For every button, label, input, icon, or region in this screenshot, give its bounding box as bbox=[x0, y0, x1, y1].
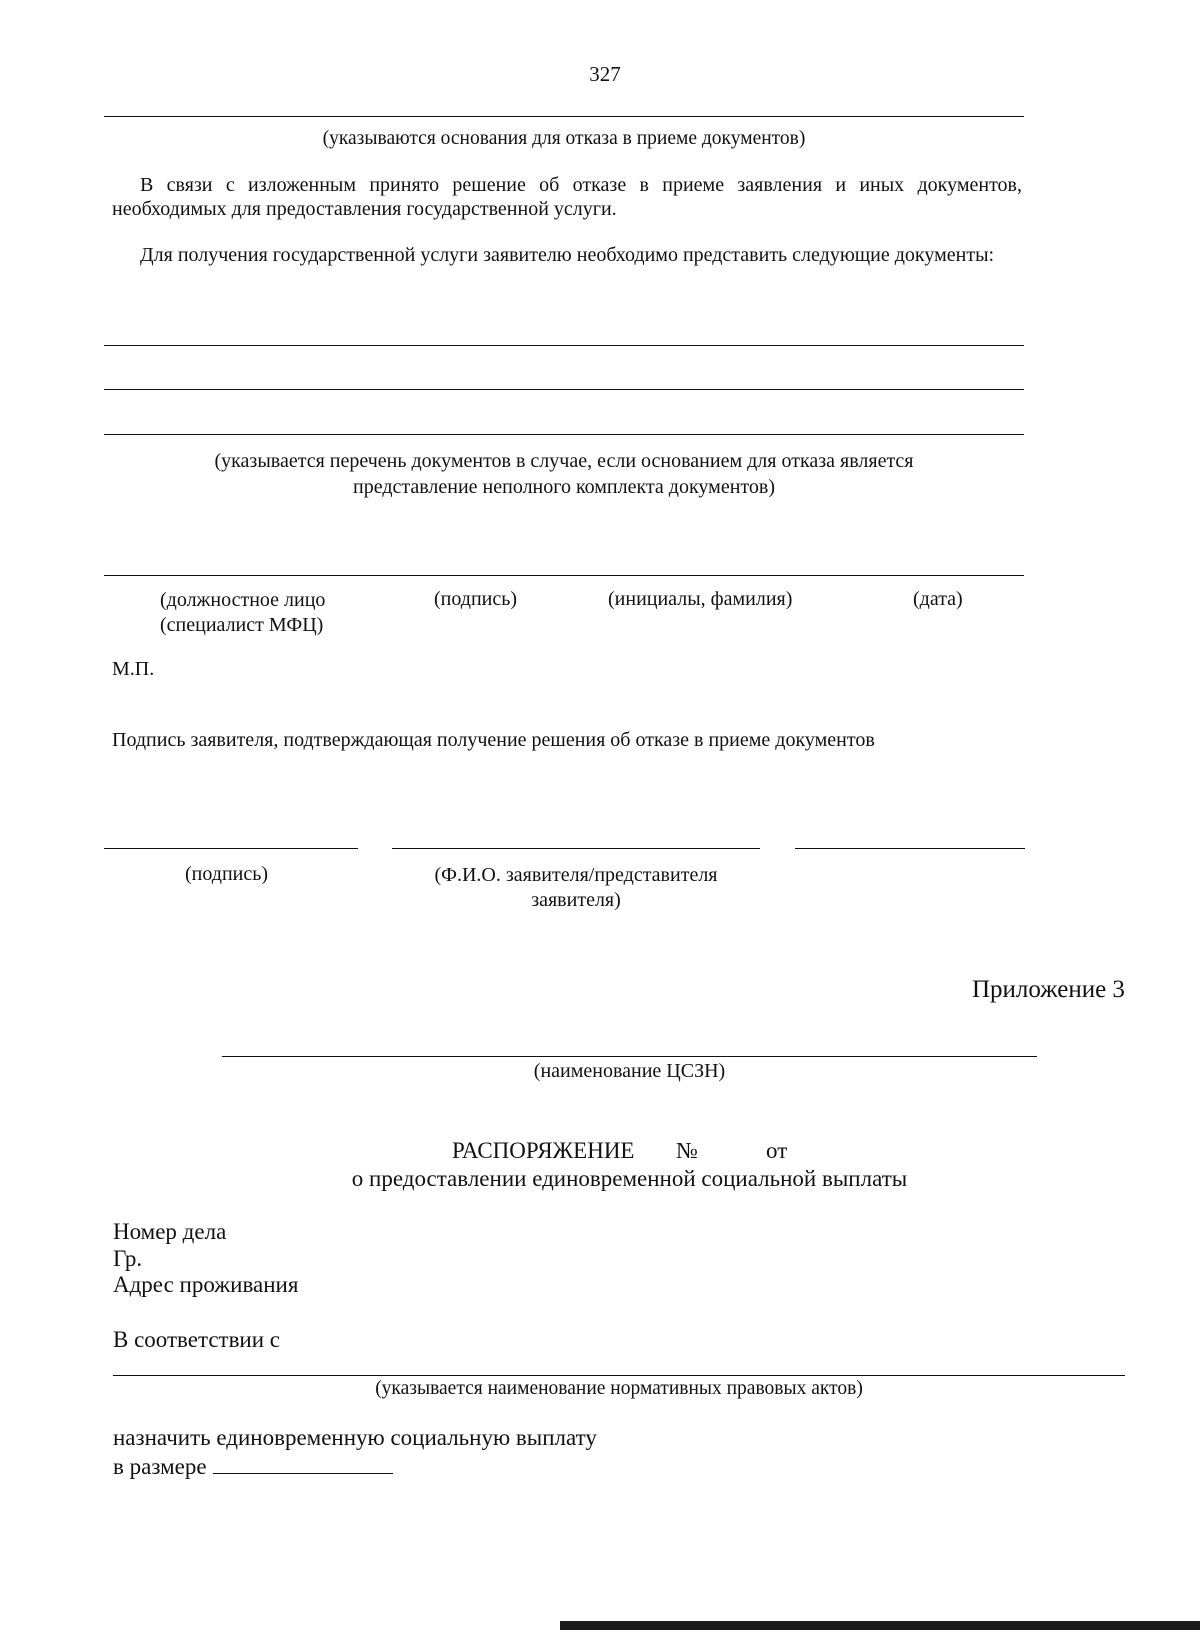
order-fields bbox=[113, 1219, 298, 1299]
legal-acts-caption: (указывается наименование нормативных правовых актов) bbox=[375, 1378, 863, 1399]
applicant-name-caption-line2: заявителя) bbox=[531, 889, 621, 911]
order-number-sign: № bbox=[676, 1138, 698, 1163]
official-caption bbox=[160, 588, 325, 638]
applicant-name-caption bbox=[392, 863, 760, 913]
doc-list-caption-line2: представление неполного комплекта документов) bbox=[353, 476, 775, 498]
scan-edge-bar bbox=[560, 1621, 1200, 1630]
date-caption: (дата) bbox=[913, 588, 963, 610]
official-caption-line2: (специалист МФЦ) bbox=[160, 614, 324, 636]
order-title: РАСПОРЯЖЕНИЕ bbox=[452, 1138, 635, 1163]
amount-row bbox=[113, 1453, 393, 1480]
appendix-title: Приложение 3 bbox=[972, 976, 1125, 1003]
order-from: от bbox=[766, 1138, 788, 1163]
field-citizen: Гр. bbox=[113, 1245, 143, 1271]
doc-list-line-2 bbox=[104, 389, 1024, 390]
stamp-label: М.П. bbox=[112, 658, 155, 680]
doc-list-line-1 bbox=[104, 345, 1024, 346]
amount-label: в размере bbox=[113, 1454, 207, 1479]
amount-blank bbox=[213, 1453, 393, 1474]
doc-list-caption bbox=[104, 448, 1024, 500]
official-signature-line bbox=[104, 575, 1024, 576]
applicant-sig-caption: (подпись) bbox=[185, 863, 269, 885]
org-caption: (наименование ЦСЗН) bbox=[533, 1060, 726, 1082]
applicant-signature-text: Подпись заявителя, подтверждающая получение решения об отказе в приеме документов bbox=[112, 729, 875, 751]
doc-list-caption-line1: (указывается перечень документов в случае, если основанием для отказа является bbox=[214, 450, 914, 472]
signature-caption: (подпись) bbox=[434, 588, 518, 610]
documents-needed-paragraph: Для получения государственной услуги заявителю необходимо представить следующие документы: bbox=[140, 244, 995, 266]
applicant-name-caption-line1: (Ф.И.О. заявителя/представителя bbox=[434, 864, 718, 886]
applicant-signature-line bbox=[104, 848, 358, 849]
applicant-name-line bbox=[392, 848, 760, 849]
page-number: 327 bbox=[589, 62, 621, 86]
field-address: Адрес проживания bbox=[113, 1272, 299, 1297]
in-accordance-text: В соответствии с bbox=[113, 1327, 281, 1352]
doc-list-line-3 bbox=[104, 434, 1024, 435]
initials-caption: (инициалы, фамилия) bbox=[608, 588, 793, 610]
refusal-basis-caption: (указываются основания для отказа в приеме документов) bbox=[322, 128, 806, 149]
refusal-basis-line bbox=[104, 116, 1024, 117]
official-caption-line1: (должностное лицо bbox=[160, 589, 326, 611]
order-subtitle: о предоставлении единовременной социальной выплаты bbox=[351, 1166, 908, 1191]
applicant-date-line bbox=[795, 848, 1025, 849]
field-case-number: Номер дела bbox=[113, 1219, 227, 1244]
org-name-line bbox=[222, 1056, 1037, 1057]
decision-paragraph: В связи с изложенным принято решение об отказе в приеме заявления и иных документов, необходимых для предоставления государственной услуги. bbox=[112, 174, 1022, 220]
legal-acts-line bbox=[113, 1375, 1125, 1376]
assign-payment-text: назначить единовременную социальную выплату bbox=[113, 1425, 597, 1450]
